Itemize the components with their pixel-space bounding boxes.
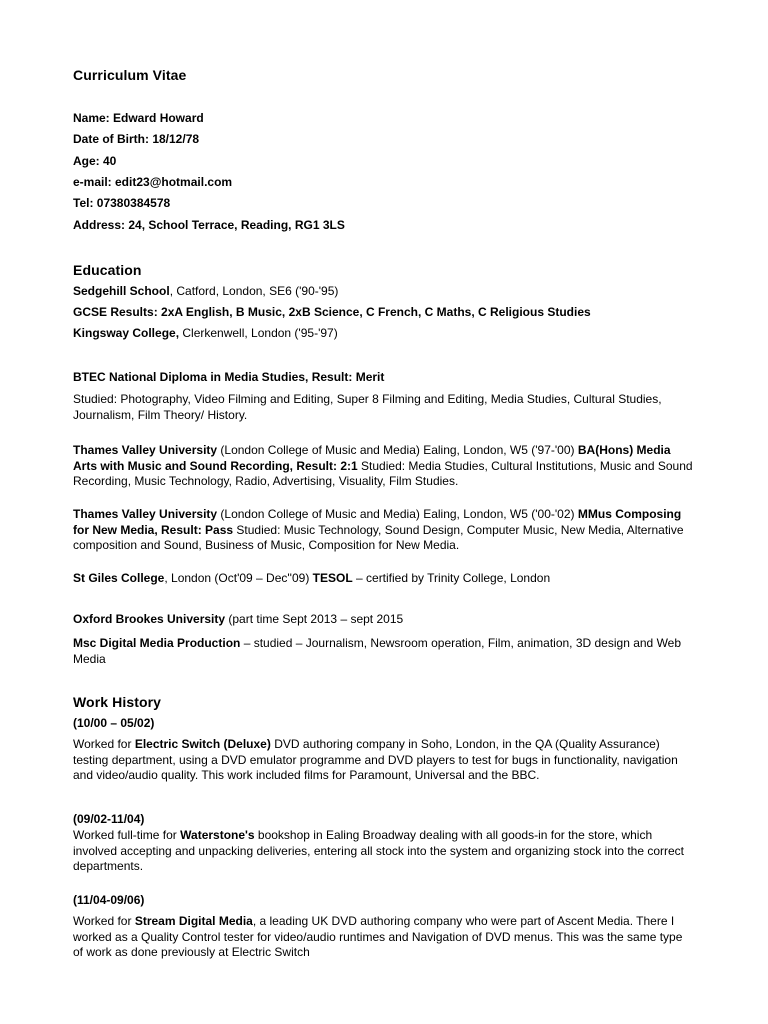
edu-tvu-mmus bbox=[73, 507, 693, 554]
edu-tvu-ba bbox=[73, 443, 693, 490]
personal-name: Name: Edward Howard bbox=[73, 111, 204, 125]
edu-sedgehill bbox=[73, 284, 693, 300]
edu-btec: BTEC National Diploma in Media Studies, Result: Merit bbox=[73, 370, 385, 384]
job-1-company: Electric Switch (Deluxe) bbox=[134, 737, 271, 751]
job-2-company: Waterstone's bbox=[180, 828, 255, 842]
job-3-description bbox=[73, 914, 693, 961]
work-heading: Work History bbox=[73, 694, 162, 710]
edu-stgiles-course: TESOL bbox=[312, 571, 353, 585]
edu-msc bbox=[73, 636, 693, 667]
edu-sedgehill-detail: , Catford, London, SE6 ('90-'95) bbox=[169, 284, 339, 298]
personal-age: Age: 40 bbox=[73, 154, 117, 168]
edu-kingsway-detail: Clerkenwell, London ('95-'97) bbox=[179, 326, 338, 340]
edu-stgiles bbox=[73, 571, 693, 587]
edu-tvu-mmus-studied: Studied: Music Technology, Sound Design, Computer Music, New Media, Alternative composition and Sound, Business of Music, Composition for New Media. bbox=[73, 522, 684, 552]
personal-address: Address: 24, School Terrace, Reading, RG1 3LS bbox=[73, 218, 345, 232]
job-2-pre: Worked full-time for bbox=[73, 828, 181, 842]
job-2-description bbox=[73, 828, 693, 875]
edu-tvu-ba-name: Thames Valley University bbox=[73, 443, 218, 457]
personal-dob: Date of Birth: 18/12/78 bbox=[73, 132, 200, 146]
job-2-post: bookshop in Ealing Broadway dealing with all goods-in for the store, which involved accepting and unpacking deliveries, entering all stock into the system and organizing stock into the correct departments. bbox=[73, 828, 685, 873]
edu-stgiles-detail: , London (Oct'09 – Dec''09) bbox=[164, 571, 313, 585]
edu-kingsway bbox=[73, 326, 693, 342]
page-title: Curriculum Vitae bbox=[73, 67, 187, 83]
edu-tvu-mmus-detail: (London College of Music and Media) Ealing, London, W5 ('00-'02) bbox=[217, 507, 578, 521]
edu-msc-name: Msc Digital Media Production bbox=[73, 636, 241, 650]
edu-sedgehill-name: Sedgehill School bbox=[73, 284, 170, 298]
job-1-pre: Worked for bbox=[73, 737, 135, 751]
edu-stgiles-rest: – certified by Trinity College, London bbox=[352, 571, 551, 585]
edu-tvu-ba-detail: (London College of Music and Media) Ealing, London, W5 ('97-'00) bbox=[217, 443, 578, 457]
job-3-post: , a leading UK DVD authoring company who were part of Ascent Media. There I worked as a Quality Control tester for video/audio runtimes and Navigation of DVD menus. This was the same type of work as done previously at Electric Switch bbox=[73, 914, 683, 959]
job-1-description bbox=[73, 737, 693, 784]
personal-tel: Tel: 07380384578 bbox=[73, 196, 171, 210]
personal-email: e-mail: edit23@hotmail.com bbox=[73, 175, 233, 189]
job-1-post: DVD authoring company in Soho, London, in the QA (Quality Assurance) testing department, using a DVD emulator programme and DVD players to test for bugs in functionality, navigation and video/audio quality. This work included films for Paramount, Universal and the BBC. bbox=[73, 737, 678, 782]
edu-tvu-ba-degree: BA(Hons) Media Arts with Music and Sound Recording, Result: 2:1 bbox=[73, 443, 671, 473]
education-heading: Education bbox=[73, 262, 142, 278]
job-3-company: Stream Digital Media bbox=[134, 914, 253, 928]
edu-tvu-ba-studied: Studied: Media Studies, Cultural Institutions, Music and Sound Recording, Music Technology, Radio, Advertising, Visuality, Film Studies. bbox=[73, 458, 693, 488]
job-2-dates: (09/02-11/04) bbox=[73, 812, 145, 826]
job-1-dates: (10/00 – 05/02) bbox=[73, 716, 155, 730]
edu-kingsway-name: Kingsway College, bbox=[73, 326, 180, 340]
edu-oxford-detail: (part time Sept 2013 – sept 2015 bbox=[225, 612, 404, 626]
edu-tvu-mmus-name: Thames Valley University bbox=[73, 507, 218, 521]
edu-msc-detail: – studied – Journalism, Newsroom operation, Film, animation, 3D design and Web Media bbox=[73, 636, 682, 666]
edu-oxford-name: Oxford Brookes University bbox=[73, 612, 226, 626]
edu-btec-studied: Studied: Photography, Video Filming and Editing, Super 8 Filming and Editing, Media Studies, Cultural Studies, Journalism, Film Theory/ History. bbox=[73, 392, 662, 422]
job-3-dates: (11/04-09/06) bbox=[73, 893, 145, 907]
edu-gcse: GCSE Results: 2xA English, B Music, 2xB Science, C French, C Maths, C Religious Studies bbox=[73, 305, 591, 319]
edu-tvu-mmus-degree: MMus Composing for New Media, Result: Pass bbox=[73, 507, 682, 537]
edu-stgiles-name: St Giles College bbox=[73, 571, 165, 585]
job-3-pre: Worked for bbox=[73, 914, 135, 928]
edu-oxford bbox=[73, 612, 693, 628]
